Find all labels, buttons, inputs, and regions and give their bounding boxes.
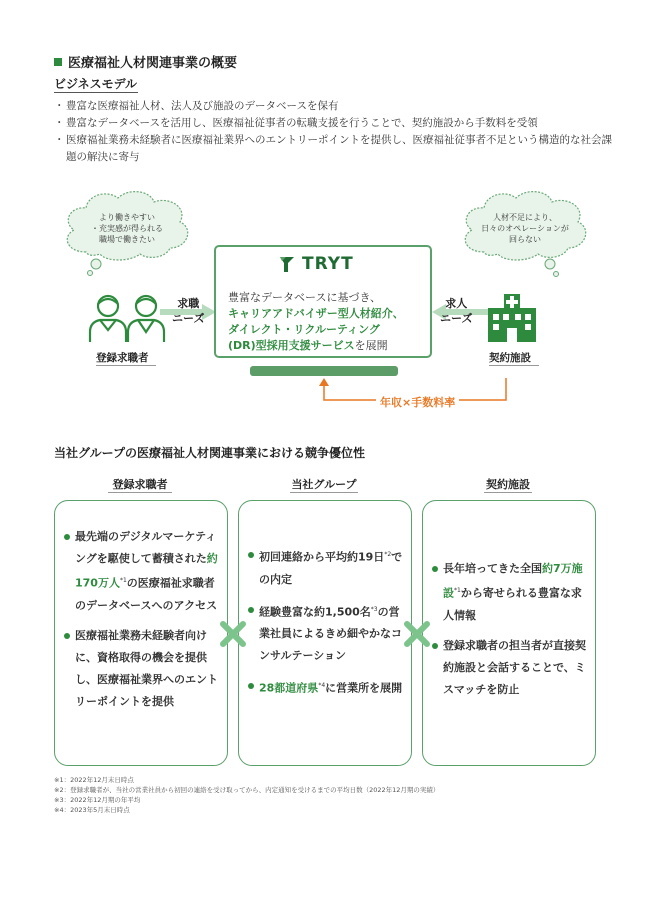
tryt-box-base bbox=[250, 366, 398, 376]
advantage-item: 経験豊富な約1,500名$^{*3}$の営業社員によるきめ細やかなコンサルテーション bbox=[248, 599, 404, 668]
footnotes bbox=[54, 775, 439, 815]
advantage-item: 長年培ってきた全国約7万施設$^{*1}$から寄せられる豊富な求人情報 bbox=[432, 558, 588, 627]
cloud-line: 回らない bbox=[509, 235, 541, 244]
desc-line: を展開 bbox=[354, 339, 388, 352]
fee-label: 年収×手数料率 bbox=[376, 394, 459, 410]
cloud-line: ・充実感が得られる bbox=[91, 224, 163, 233]
need-line: ニーズ bbox=[440, 312, 473, 325]
right-cloud-text bbox=[466, 212, 584, 245]
desc-highlight: ダイレクト・リクルーティング bbox=[228, 323, 380, 336]
bullet-item: ・ 医療福祉業務未経験者に医療福祉業界へのエントリーポイントを提供し、医療福祉従事者不足という構造的な社会課題の解決に寄与 bbox=[54, 132, 614, 166]
footnote: ※2：登録求職者が、当社の営業社員から初回の連絡を受け取ってから、内定通知を受けるまでの平均日数（2022年12月期の実績） bbox=[54, 786, 440, 794]
advantage-item: 初回連絡から平均約19日$^{*2}$での内定 bbox=[248, 544, 404, 591]
advantage-item: 28都道府県$^{*4}$に営業所を展開 bbox=[248, 675, 404, 700]
square-bullet-icon bbox=[54, 58, 62, 66]
advantage-item: 登録求職者の担当者が直接契約施設と会話することで、ミスマッチを防止 bbox=[432, 635, 588, 701]
advantage-item: 最先端のデジタルマーケティングを駆使して蓄積された約170万人$^{*1}$の医療福祉求職者のデータベースへのアクセス bbox=[64, 526, 220, 617]
label-underline bbox=[489, 365, 539, 366]
job-seeking-needs-label bbox=[172, 296, 204, 326]
cloud-line: 日々のオペレーションが bbox=[481, 224, 569, 233]
competitive-advantage-title: 当社グループの医療福祉人材関連事業における競争優位性 bbox=[54, 446, 366, 460]
section-title-text: 医療福祉人材関連事業の概要 bbox=[68, 56, 238, 71]
desc-line: 豊富なデータベースに基づき、 bbox=[228, 291, 382, 304]
recruiting-needs-label bbox=[440, 296, 472, 326]
desc-highlight: キャリアアドバイザー型人材紹介、 bbox=[228, 307, 404, 320]
need-line: ニーズ bbox=[172, 312, 205, 325]
cross-icon bbox=[219, 620, 247, 648]
column-head-underline bbox=[484, 492, 532, 493]
need-line: 求職 bbox=[177, 297, 200, 310]
column-head-facilities: 契約施設 bbox=[486, 478, 530, 491]
footnote: ※4：2023年5月末日時点 bbox=[54, 806, 130, 814]
footnote: ※3：2022年12月期の年平均 bbox=[54, 796, 141, 804]
footnote: ※1：2022年12月末日時点 bbox=[54, 776, 134, 784]
column-text-seekers bbox=[64, 526, 220, 721]
cloud-line: 人材不足により、 bbox=[493, 213, 557, 222]
bullet-item: ・ 豊富なデータベースを活用し、医療福祉従事者の転職支援を行うことで、契約施設から手数料を受領 bbox=[54, 115, 614, 132]
need-line: 求人 bbox=[445, 297, 468, 310]
job-seekers-label: 登録求職者 bbox=[96, 352, 149, 364]
column-head-seekers: 登録求職者 bbox=[112, 478, 168, 491]
label-underline bbox=[96, 365, 156, 366]
column-text-facilities bbox=[432, 558, 588, 709]
cloud-line: 職場で働きたい bbox=[99, 235, 155, 244]
tryt-logo-icon bbox=[278, 255, 296, 273]
advantage-item: 医療福祉業務未経験者向けに、資格取得の機会を提供し、医療福祉業界へのエントリーポイントを提供 bbox=[64, 625, 220, 713]
column-head-group: 当社グループ bbox=[291, 478, 357, 491]
desc-highlight: (DR)型採用支援サービス bbox=[228, 339, 355, 352]
facilities-label: 契約施設 bbox=[489, 352, 531, 364]
column-head-underline bbox=[108, 492, 172, 493]
bullet-item: ・ 豊富な医療福祉人材、法人及び施設のデータベースを保有 bbox=[54, 98, 614, 115]
column-text-group bbox=[248, 544, 404, 708]
tryt-description bbox=[228, 290, 428, 354]
cloud-line: より働きやすい bbox=[99, 213, 155, 222]
business-model-bullets bbox=[54, 98, 614, 166]
column-head-underline bbox=[290, 492, 358, 493]
business-model-heading: ビジネスモデル bbox=[54, 77, 138, 91]
heading-underline bbox=[54, 92, 138, 93]
section-title bbox=[54, 52, 237, 71]
job-seekers-icon bbox=[84, 288, 170, 344]
hospital-icon bbox=[484, 290, 540, 344]
tryt-logo bbox=[278, 254, 354, 274]
cross-icon bbox=[403, 620, 431, 648]
left-cloud-text bbox=[72, 212, 182, 245]
tryt-logo-text: TRYT bbox=[302, 254, 354, 274]
